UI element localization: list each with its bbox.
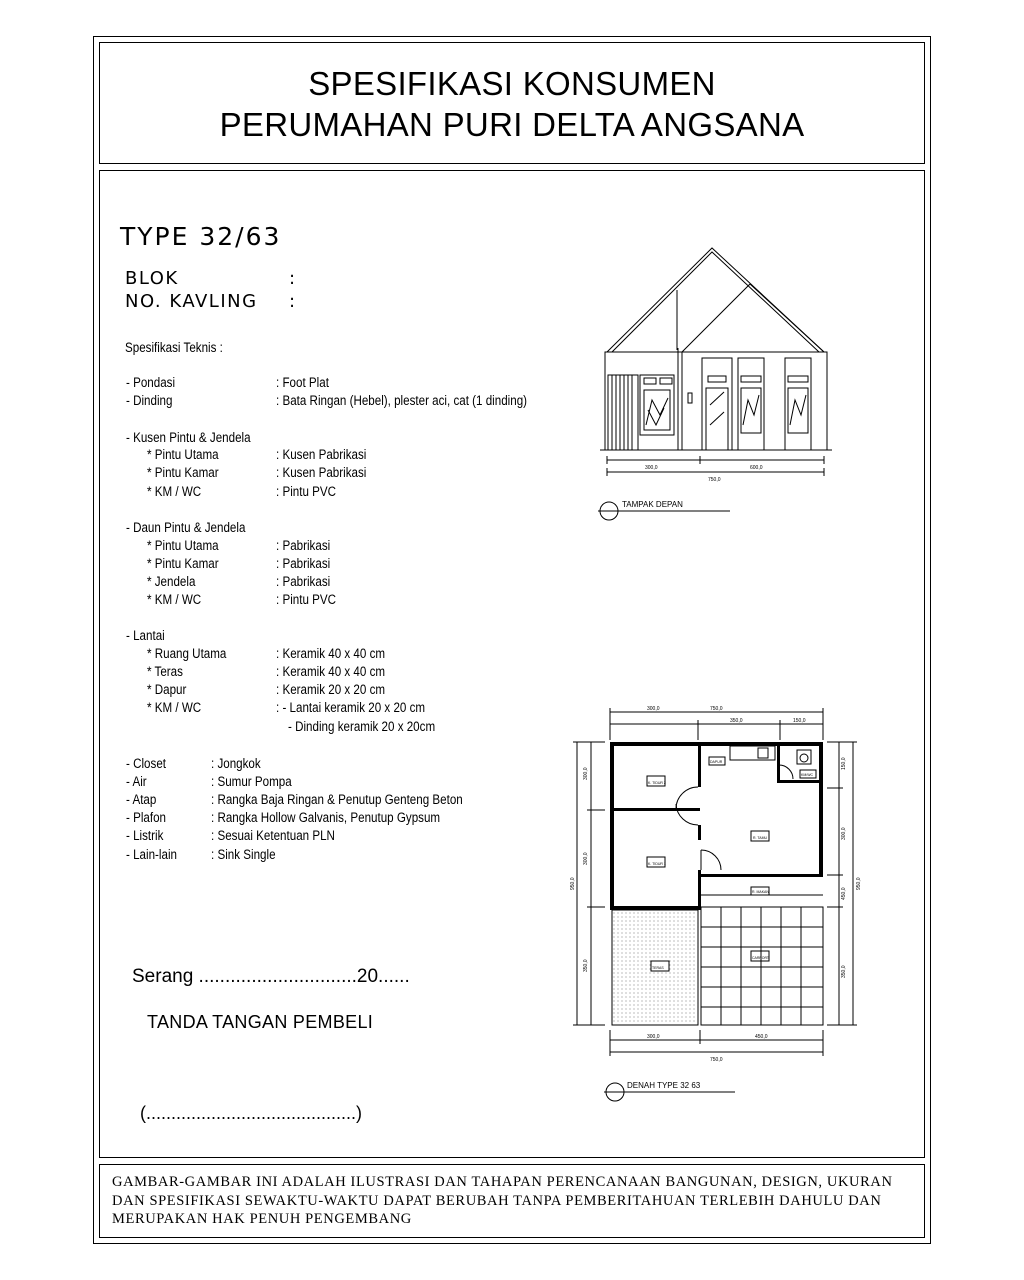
other-row-label: - Lain-lain — [126, 847, 177, 862]
floor-plan-drawing — [565, 700, 865, 1110]
plan-right-dim: 450,0 — [841, 887, 847, 900]
place-date-line: Serang ..............................20...... — [132, 966, 410, 987]
spec-row-label: - Kusen Pintu & Jendela — [126, 430, 251, 445]
other-row-label: - Atap — [126, 792, 157, 807]
title-box — [99, 42, 925, 164]
house-type-label: TYPE 32/63 — [120, 222, 282, 251]
disclaimer-line: GAMBAR-GAMBAR INI ADALAH ILUSTRASI DAN TAHAPAN PERENCANAAN BANGUNAN, DESIGN, UKURAN — [112, 1174, 893, 1190]
title-line-2: PERUMAHAN PURI DELTA ANGSANA — [219, 106, 805, 143]
room-label: DAPUR — [710, 760, 723, 764]
other-row-value: : Sumur Pompa — [211, 774, 292, 789]
buyer-signature-label: TANDA TANGAN PEMBELI — [147, 1012, 374, 1032]
room-label: R. TAMU — [753, 836, 768, 840]
other-row-label: - Listrik — [126, 828, 164, 843]
room-label: K. TIDUR 1 — [648, 862, 666, 866]
room-label: K. TIDUR 2 — [648, 781, 666, 785]
room-label: CARPORT — [752, 956, 770, 960]
plan-right-total: 950,0 — [856, 877, 862, 890]
spec-row-value: : Bata Ringan (Hebel), plester aci, cat (1 dinding) — [276, 393, 528, 408]
elevation-dim-left: 300,0 — [645, 465, 658, 471]
spec-row-label: - Daun Pintu & Jendela — [126, 520, 246, 535]
disclaimer-text — [112, 1173, 893, 1229]
kavling-label: NO. KAVLING — [125, 291, 258, 312]
other-row-value: : Rangka Baja Ringan & Penutup Genteng Beton — [211, 792, 463, 807]
spec-row-value: : Pintu PVC — [276, 484, 337, 499]
other-row-value: : Sesuai Ketentuan PLN — [211, 828, 335, 843]
other-row-value: : Jongkok — [211, 756, 261, 771]
spec-row-label: * Dapur — [147, 682, 187, 697]
other-row-label: - Air — [126, 774, 147, 789]
spec-row-label: * Pintu Utama — [147, 447, 219, 462]
plan-top-dim: 350,0 — [730, 718, 743, 724]
room-label: TERAS — [652, 966, 664, 970]
front-elevation-drawing — [590, 240, 850, 525]
plan-right-dim: 350,0 — [841, 965, 847, 978]
other-row-value: : Rangka Hollow Galvanis, Penutup Gypsum — [211, 810, 441, 825]
spec-row-label: * KM / WC — [147, 700, 202, 715]
spec-row-value: : Foot Plat — [276, 375, 329, 390]
spec-row-value: : Kusen Pabrikasi — [276, 447, 367, 462]
blok-label: BLOK — [125, 268, 179, 289]
plan-bottom-dim: 300,0 — [647, 1034, 660, 1040]
plan-bottom-dim: 450,0 — [755, 1034, 768, 1040]
disclaimer-line: DAN SPESIFIKASI SEWAKTU-WAKTU DAPAT BERUBAH TANPA PEMBERITAHUAN TERLEBIH DAHULU DAN — [112, 1192, 882, 1209]
blok-colon: : — [289, 268, 297, 289]
plan-right-dim: 150,0 — [841, 757, 847, 770]
spec-row-label: * Teras — [147, 664, 183, 679]
spec-row-value: : Keramik 20 x 20 cm — [276, 682, 386, 697]
elevation-dim-right: 600,0 — [750, 465, 763, 471]
spec-row-value: : Kusen Pabrikasi — [276, 465, 367, 480]
spec-row-value: : Keramik 40 x 40 cm — [276, 646, 386, 661]
spec-row-value: : Pabrikasi — [276, 538, 331, 553]
other-row-label: - Plafon — [126, 810, 167, 825]
spec-row-label: * Jendela — [147, 574, 196, 589]
spec-row-label: - Pondasi — [126, 375, 176, 390]
spec-row-value: : Pabrikasi — [276, 574, 331, 589]
kavling-colon: : — [289, 291, 297, 312]
disclaimer-box — [99, 1164, 925, 1238]
other-row-value: : Sink Single — [211, 847, 276, 862]
spec-row-label: - Lantai — [126, 628, 165, 643]
spec-row-label: * KM / WC — [147, 592, 202, 607]
plan-caption: DENAH TYPE 32 63 — [627, 1081, 701, 1090]
elevation-caption: TAMPAK DEPAN — [622, 500, 683, 509]
plan-bottom-total: 750,0 — [710, 1057, 723, 1063]
spec-row-label: * Pintu Kamar — [147, 465, 219, 480]
signature-line: (..........................................) — [140, 1103, 363, 1123]
spec-row-label: * Pintu Utama — [147, 538, 219, 553]
spec-row-value: : Keramik 40 x 40 cm — [276, 664, 386, 679]
title-line-1: SPESIFIKASI KONSUMEN — [308, 65, 716, 102]
spec-row-value: : - Lantai keramik 20 x 20 cm — [276, 700, 426, 715]
plan-right-dim: 300,0 — [841, 827, 847, 840]
spec-row-value: : Pintu PVC — [276, 592, 337, 607]
plan-top-total: 750,0 — [710, 706, 723, 712]
spec-row-label: * Ruang Utama — [147, 646, 227, 661]
plan-left-total: 950,0 — [570, 877, 576, 890]
plan-left-dim: 300,0 — [583, 852, 589, 865]
disclaimer-line: MERUPAKAN HAK PENUH PENGEMBANG — [112, 1211, 412, 1227]
plan-left-dim: 300,0 — [583, 767, 589, 780]
spec-row-value: - Dinding keramik 20 x 20cm — [288, 719, 436, 734]
spec-row-label: - Dinding — [126, 393, 173, 408]
room-label: R. MAKAN — [752, 890, 769, 894]
spec-row-label: * Pintu Kamar — [147, 556, 219, 571]
spec-title: Spesifikasi Teknis : — [125, 340, 223, 355]
elevation-dim-total: 750,0 — [708, 477, 721, 483]
plan-top-dim: 150,0 — [793, 718, 806, 724]
other-row-label: - Closet — [126, 756, 167, 771]
spec-row-value: : Pabrikasi — [276, 556, 331, 571]
spec-row-label: * KM / WC — [147, 484, 202, 499]
room-label: KM/WC — [801, 773, 814, 777]
plan-left-dim: 350,0 — [583, 959, 589, 972]
plan-top-dim: 300,0 — [647, 706, 660, 712]
